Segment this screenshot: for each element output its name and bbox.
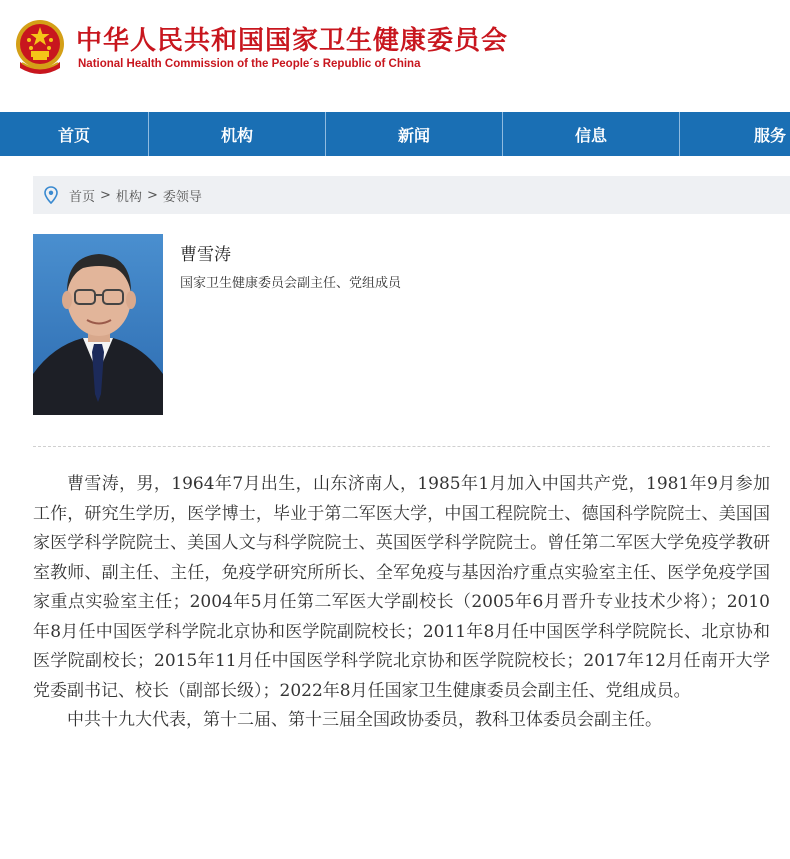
breadcrumb-organization[interactable]: 机构	[115, 189, 142, 205]
nav-item-organization[interactable]: 机构	[149, 112, 326, 156]
biography-paragraph: 中共十九大代表，第十二届、第十三届全国政协委员，教科卫体委员会副主任。	[67, 710, 662, 730]
breadcrumb-separator: >	[100, 187, 111, 203]
leader-position: 国家卫生健康委员会副主任、党组成员	[180, 276, 402, 291]
national-emblem-icon	[14, 18, 66, 76]
portrait-image	[33, 234, 163, 415]
breadcrumb	[33, 176, 790, 214]
site-subtitle: National Health Commission of the People´s Republic of China	[78, 58, 421, 70]
nav-item-home[interactable]: 首页	[0, 112, 149, 156]
biography	[33, 470, 770, 736]
nav-item-news[interactable]: 新闻	[326, 112, 503, 156]
biography-paragraph: 曹雪涛，男，1964年7月出生，山东济南人，1985年1月加入中国共产党，1981年9月参加工作，研究生学历，医学博士，毕业于第二军医大学，中国工程院院士、德国科学院院士、美国国家医学科学院院士、美国人文与科学院院士、英国医学科学院院士。曾任第二军医大学免疫学教研室教师、副主任、主任，免疫学研究所所长、全军免疫与基因治疗重点实验室主任、医学免疫学国家重点实验室主任；2004年5月任第二军医大学副校长（2005年6月晋升专业技术少将）；2010年8月任中国医学科学院北京协和医学院副院校长；2011年8月任中国医学科学院院长、北京协和医学院副校长；2015年11月任中国医学科学院北京协和医学院院校长；2017年12月任南开大学党委副书记、校长（副部长级）；2022年8月任国家卫生健康委员会副主任、党组成员。	[33, 474, 770, 701]
site-title[interactable]: 中华人民共和国国家卫生健康委员会	[76, 26, 509, 56]
breadcrumb-separator: >	[146, 187, 158, 203]
location-pin-icon	[43, 186, 59, 204]
divider	[33, 446, 770, 447]
breadcrumb-home[interactable]: 首页	[69, 189, 96, 205]
portrait-photo	[33, 234, 163, 415]
leader-name: 曹雪涛	[180, 245, 231, 265]
nav-item-services[interactable]: 服务	[753, 125, 786, 145]
main-nav	[0, 112, 790, 156]
nav-item-information[interactable]: 信息	[503, 112, 680, 156]
breadcrumb-current: 委领导	[162, 189, 202, 205]
site-header	[0, 0, 790, 112]
